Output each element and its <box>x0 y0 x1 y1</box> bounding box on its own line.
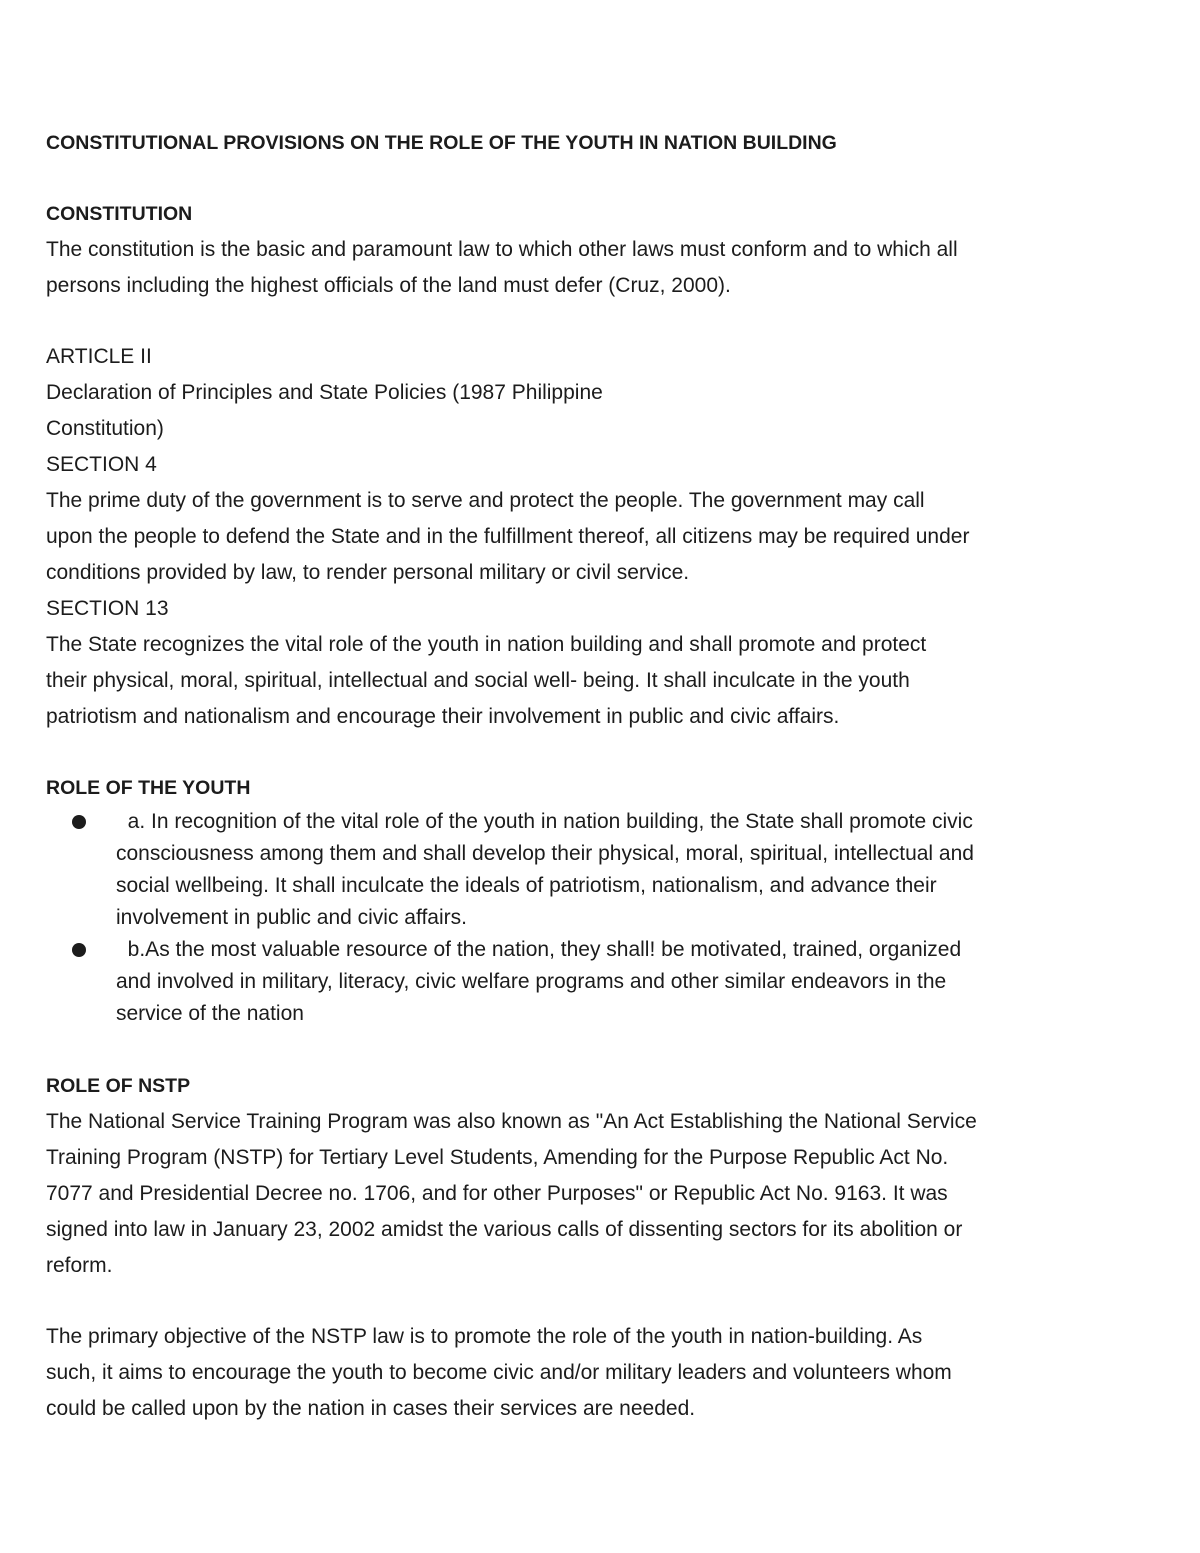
article-subtitle-line: Declaration of Principles and State Policies (1987 Philippine <box>46 381 603 404</box>
bullet-icon <box>72 815 86 829</box>
document-page <box>46 125 1166 1427</box>
nstp-para2-line: The primary objective of the NSTP law is to promote the role of the youth in nation-building. As <box>46 1325 923 1348</box>
role-nstp-heading: ROLE OF NSTP <box>46 1075 191 1097</box>
nstp-para2-line: could be called upon by the nation in cases their services are needed. <box>46 1397 696 1420</box>
list-item-line: consciousness among them and shall develop their physical, moral, spiritual, intellectual and <box>116 842 974 865</box>
role-youth-list <box>46 806 1166 1030</box>
nstp-para2-line: such, it aims to encourage the youth to become civic and/or military leaders and volunteers whom <box>46 1361 952 1384</box>
bullet-icon <box>72 943 86 957</box>
spacer <box>46 161 1166 196</box>
section4-line: conditions provided by law, to render personal military or civil service. <box>46 561 690 584</box>
nstp-para1-line: signed into law in January 23, 2002 amidst the various calls of dissenting sectors for its abolition or <box>46 1218 963 1241</box>
list-item <box>46 806 1166 934</box>
section13-line: The State recognizes the vital role of the youth in nation building and shall promote and protect <box>46 633 927 656</box>
spacer <box>46 1030 1166 1068</box>
spacer <box>46 304 1166 339</box>
spacer <box>46 735 1166 770</box>
nstp-para1-line: Training Program (NSTP) for Tertiary Level Students, Amending for the Purpose Republic Act No. <box>46 1146 949 1169</box>
list-item-line: b.As the most valuable resource of the nation, they shall! be motivated, trained, organized <box>116 938 962 961</box>
section4-line: upon the people to defend the State and in the fulfillment thereof, all citizens may be required under <box>46 525 970 548</box>
constitution-heading: CONSTITUTION <box>46 203 193 225</box>
constitution-line: The constitution is the basic and paramount law to which other laws must conform and to which all <box>46 238 958 261</box>
document-title: CONSTITUTIONAL PROVISIONS ON THE ROLE OF THE YOUTH IN NATION BUILDING <box>46 132 837 154</box>
list-item-line: and involved in military, literacy, civic welfare programs and other similar endeavors in the <box>116 970 947 993</box>
list-item <box>46 934 1166 1030</box>
nstp-para1-line: 7077 and Presidential Decree no. 1706, and for other Purposes" or Republic Act No. 9163. It was <box>46 1182 948 1205</box>
section4-heading: SECTION 4 <box>46 453 157 476</box>
list-item-line: social wellbeing. It shall inculcate the ideals of patriotism, nationalism, and advance their <box>116 874 937 897</box>
constitution-line: persons including the highest officials of the land must defer (Cruz, 2000). <box>46 274 731 297</box>
section4-line: The prime duty of the government is to serve and protect the people. The government may call <box>46 489 925 512</box>
section13-line: patriotism and nationalism and encourage their involvement in public and civic affairs. <box>46 705 840 728</box>
list-item-line: involvement in public and civic affairs. <box>116 906 467 929</box>
nstp-para1-line: The National Service Training Program was also known as "An Act Establishing the National Service <box>46 1110 977 1133</box>
list-item-line: service of the nation <box>116 1002 304 1025</box>
article-subtitle-line: Constitution) <box>46 417 164 440</box>
spacer <box>46 1284 1166 1319</box>
list-item-line: a. In recognition of the vital role of the youth in nation building, the State shall promote civic <box>116 810 973 833</box>
nstp-para1-line: reform. <box>46 1254 113 1277</box>
article-heading: ARTICLE II <box>46 345 152 368</box>
section13-line: their physical, moral, spiritual, intellectual and social well- being. It shall inculcate in the youth <box>46 669 910 692</box>
role-youth-heading: ROLE OF THE YOUTH <box>46 777 251 799</box>
section13-heading: SECTION 13 <box>46 597 169 620</box>
